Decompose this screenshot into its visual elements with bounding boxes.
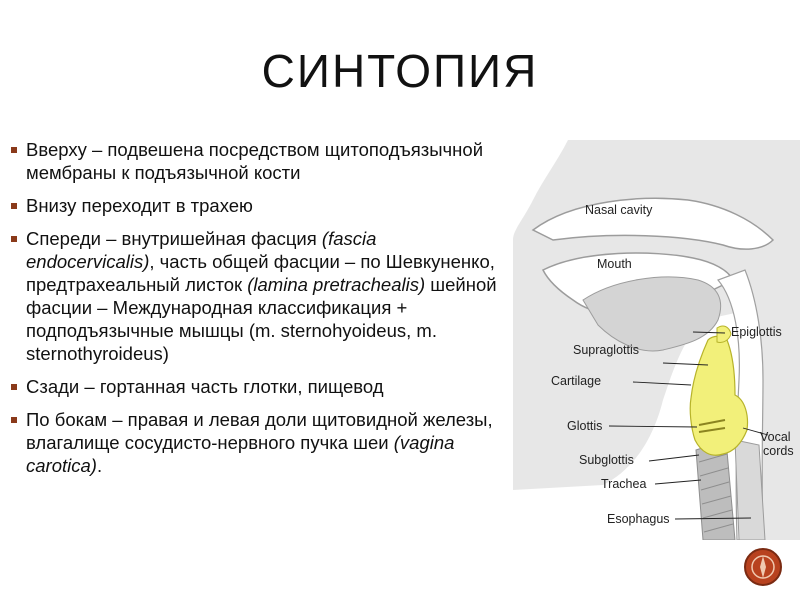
bullet-text: Сзади – гортанная часть глотки, пищевод [26,376,384,397]
label-trachea: Trachea [601,477,647,491]
label-cartilage: Cartilage [551,374,602,388]
larynx-anatomy-svg [513,140,800,540]
bullet-item [10,408,510,477]
slide-badge-icon [743,547,783,587]
bullet-item [10,375,510,398]
bullet-latin-term: (lamina pretrachealis) [247,274,426,295]
slide-title: СИНТОПИЯ [261,45,539,97]
label-glottis: Glottis [567,419,603,433]
bullet-text: Вверху – подвешена посредством щитоподъязычной мембраны к подъязычной кости [26,139,484,183]
label-epiglottis: Epiglottis [731,325,782,339]
bullet-text: Внизу переходит в трахею [26,195,253,216]
bullet-text: Спереди – внутришейная фасция [26,228,322,249]
larynx-anatomy-diagram [513,140,800,540]
label-subglottis: Subglottis [579,453,634,467]
label-vocal: Vocal [760,430,791,444]
bullet-item [10,138,510,184]
label-supraglottis: Supraglottis [573,343,640,357]
label-cords: cords [763,444,794,458]
bullet-latin-term: (fascia endocervicalis) [26,228,377,272]
label-mouth: Mouth [597,257,632,271]
label-esophagus: Esophagus [607,512,670,526]
bullet-text: . [96,455,103,476]
bullet-latin-term: (vagina carotica) [26,432,455,476]
bullet-text: По бокам – правая и левая доли щитовидной железы, влагалище сосудисто-нервного пучка шеи [26,409,493,453]
bullet-text: , часть общей фасции – по Шевкуненко, предтрахеальный листок [26,251,495,295]
label-nasal-cavity: Nasal cavity [585,203,653,217]
bullet-list [10,138,510,487]
bullet-item [10,194,510,217]
bullet-text: шейной фасции – Международная классификация + подподъязычные мышцы (m. sternohyoideus, m. sternothyroideus) [26,274,497,364]
bullet-item [10,227,510,365]
